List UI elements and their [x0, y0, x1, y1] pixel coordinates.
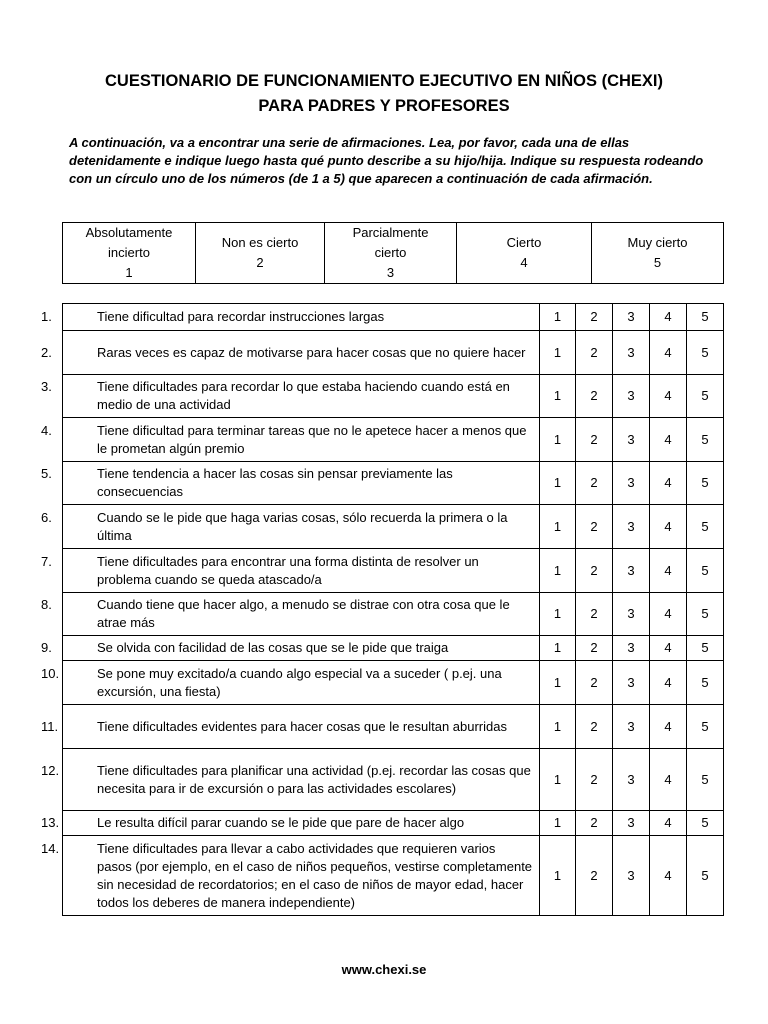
scale-cell — [196, 223, 325, 284]
answer-option-2[interactable]: 2 — [576, 661, 613, 705]
answer-option-5[interactable]: 5 — [687, 836, 724, 916]
answer-option-3[interactable]: 3 — [613, 811, 650, 836]
answer-option-4[interactable]: 4 — [650, 304, 687, 331]
answer-option-1[interactable]: 1 — [540, 505, 576, 549]
answer-option-1[interactable]: 1 — [540, 661, 576, 705]
answer-option-3[interactable]: 3 — [613, 304, 650, 331]
scale-label-2: incierto — [108, 245, 150, 260]
answer-option-3[interactable]: 3 — [613, 593, 650, 636]
question-number: 11. — [41, 718, 59, 734]
scale-value: 2 — [256, 255, 264, 270]
scale-label: Absolutamente — [85, 225, 173, 240]
question-number: 8. — [41, 597, 52, 612]
question-text: Se olvida con facilidad de las cosas que se le pide que traiga — [97, 640, 449, 655]
answer-option-1[interactable]: 1 — [540, 705, 576, 749]
answer-option-3[interactable]: 3 — [613, 418, 650, 462]
question-text: Se pone muy excitado/a cuando algo especial va a suceder ( p.ej. una excursión, una fiesta) — [97, 665, 502, 699]
answer-option-5[interactable]: 5 — [687, 549, 724, 593]
answer-option-4[interactable]: 4 — [650, 331, 687, 375]
question-number: 9. — [41, 640, 52, 655]
answer-option-5[interactable]: 5 — [687, 749, 724, 811]
question-text: Raras veces es capaz de motivarse para hacer cosas que no quiere hacer — [97, 344, 526, 360]
question-cell — [41, 811, 540, 836]
answer-option-1[interactable]: 1 — [540, 331, 576, 375]
question-text: Tiene dificultad para terminar tareas que no le apetece hacer a menos que le prometan algún premio — [97, 422, 527, 456]
table-row — [63, 549, 724, 593]
answer-option-5[interactable]: 5 — [687, 705, 724, 749]
question-cell — [41, 593, 540, 636]
table-row — [63, 749, 724, 811]
table-row — [63, 705, 724, 749]
answer-option-2[interactable]: 2 — [576, 836, 613, 916]
question-number: 3. — [41, 379, 52, 394]
answer-option-1[interactable]: 1 — [540, 749, 576, 811]
question-cell — [41, 331, 540, 375]
answer-option-3[interactable]: 3 — [613, 375, 650, 418]
answer-option-1[interactable]: 1 — [540, 375, 576, 418]
scale-cell — [457, 223, 592, 284]
answer-option-3[interactable]: 3 — [613, 331, 650, 375]
answer-option-4[interactable]: 4 — [650, 505, 687, 549]
table-row — [63, 636, 724, 661]
question-text: Le resulta difícil parar cuando se le pide que pare de hacer algo — [97, 815, 465, 830]
answer-option-2[interactable]: 2 — [576, 418, 613, 462]
answer-option-1[interactable]: 1 — [540, 462, 576, 505]
answer-option-3[interactable]: 3 — [613, 836, 650, 916]
answer-option-4[interactable]: 4 — [650, 549, 687, 593]
question-cell — [41, 705, 540, 749]
answer-option-1[interactable]: 1 — [540, 636, 576, 661]
answer-option-5[interactable]: 5 — [687, 811, 724, 836]
answer-option-2[interactable]: 2 — [576, 593, 613, 636]
table-row — [63, 836, 724, 916]
question-number: 6. — [41, 509, 52, 525]
title-line-2: PARA PADRES Y PROFESORES — [258, 97, 510, 115]
answer-option-2[interactable]: 2 — [576, 549, 613, 593]
scale-label: Cierto — [506, 235, 542, 250]
answer-option-2[interactable]: 2 — [576, 705, 613, 749]
scale-cell — [325, 223, 457, 284]
scale-cell — [63, 223, 196, 284]
question-number: 5. — [41, 466, 52, 481]
question-number: 1. — [41, 309, 52, 324]
question-text: Tiene dificultades para recordar lo que estaba haciendo cuando está en medio de una actividad — [97, 379, 510, 412]
answer-option-2[interactable]: 2 — [576, 462, 613, 505]
answer-option-3[interactable]: 3 — [613, 661, 650, 705]
answer-option-5[interactable]: 5 — [687, 331, 724, 375]
answer-option-1[interactable]: 1 — [540, 836, 576, 916]
question-text: Tiene dificultad para recordar instrucciones largas — [97, 309, 385, 324]
question-number: 13. — [41, 815, 60, 830]
question-cell — [41, 304, 540, 331]
answer-option-5[interactable]: 5 — [687, 375, 724, 418]
answer-option-2[interactable]: 2 — [576, 636, 613, 661]
questionnaire-table — [41, 303, 724, 916]
scale-label: Non es cierto — [221, 235, 299, 250]
table-row — [63, 661, 724, 705]
answer-option-5[interactable]: 5 — [687, 462, 724, 505]
answer-option-5[interactable]: 5 — [687, 636, 724, 661]
answer-option-4[interactable]: 4 — [650, 811, 687, 836]
table-row — [63, 462, 724, 505]
title-line-1: CUESTIONARIO DE FUNCIONAMIENTO EJECUTIVO EN NIÑOS (CHEXI) — [105, 72, 663, 90]
scale-value: 5 — [653, 255, 662, 270]
question-text: Tiene tendencia a hacer las cosas sin pensar previamente las consecuencias — [97, 466, 453, 499]
answer-option-4[interactable]: 4 — [650, 661, 687, 705]
question-cell — [41, 418, 540, 462]
scale-value: 4 — [520, 255, 528, 270]
answer-option-4[interactable]: 4 — [650, 593, 687, 636]
answer-option-1[interactable]: 1 — [540, 593, 576, 636]
answer-option-3[interactable]: 3 — [613, 705, 650, 749]
question-number: 12. — [41, 762, 60, 778]
answer-option-4[interactable]: 4 — [650, 705, 687, 749]
table-row — [63, 418, 724, 462]
table-row — [63, 304, 724, 331]
question-cell — [41, 462, 540, 505]
answer-option-3[interactable]: 3 — [613, 462, 650, 505]
scale-cell — [592, 223, 724, 284]
scale-value: 1 — [125, 265, 133, 280]
scale-value: 3 — [386, 265, 395, 280]
answer-option-3[interactable]: 3 — [613, 636, 650, 661]
answer-option-2[interactable]: 2 — [576, 505, 613, 549]
answer-option-5[interactable]: 5 — [687, 505, 724, 549]
answer-option-4[interactable]: 4 — [650, 636, 687, 661]
question-number: 10. — [41, 665, 60, 681]
scale-label-2: cierto — [374, 245, 407, 260]
question-text: Tiene dificultades para encontrar una forma distinta de resolver un problema cuando se queda atascado/a — [97, 553, 479, 587]
table-row — [63, 375, 724, 418]
answer-option-2[interactable]: 2 — [576, 304, 613, 331]
question-cell — [41, 549, 540, 593]
scale-label: Parcialmente — [352, 225, 429, 240]
question-number: 4. — [41, 422, 52, 438]
answer-option-2[interactable]: 2 — [576, 375, 613, 418]
answer-option-2[interactable]: 2 — [576, 811, 613, 836]
answer-option-1[interactable]: 1 — [540, 304, 576, 331]
answer-option-5[interactable]: 5 — [687, 418, 724, 462]
answer-option-3[interactable]: 3 — [613, 549, 650, 593]
answer-option-5[interactable]: 5 — [687, 593, 724, 636]
scale-row — [63, 223, 724, 284]
answer-option-4[interactable]: 4 — [650, 836, 687, 916]
answer-option-1[interactable]: 1 — [540, 811, 576, 836]
question-cell — [41, 505, 540, 549]
scale-label: Muy cierto — [627, 235, 688, 250]
table-row — [63, 331, 724, 375]
footer-url: www.chexi.se — [341, 962, 427, 977]
answer-option-1[interactable]: 1 — [540, 549, 576, 593]
answer-option-3[interactable]: 3 — [613, 749, 650, 811]
question-cell — [41, 636, 540, 661]
answer-option-4[interactable]: 4 — [650, 749, 687, 811]
question-cell — [41, 661, 540, 705]
table-row — [63, 593, 724, 636]
answer-option-4[interactable]: 4 — [650, 418, 687, 462]
question-cell — [41, 749, 540, 811]
answer-option-1[interactable]: 1 — [540, 418, 576, 462]
question-number: 2. — [41, 344, 52, 360]
answer-option-3[interactable]: 3 — [613, 505, 650, 549]
answer-option-2[interactable]: 2 — [576, 331, 613, 375]
instructions: A continuación, va a encontrar una serie de afirmaciones. Lea, por favor, cada una de ellas detenidamente e indique luego hasta qué punto describe a su hijo/hija. Indique su respuesta rodeando con un círculo uno de los números (de 1 a 5) que aparecen a continuación de cada afirmación. — [69, 135, 704, 186]
question-text: Tiene dificultades evidentes para hacer cosas que le resultan aburridas — [97, 718, 507, 734]
question-text: Tiene dificultades para llevar a cabo actividades que requieren varios pasos (por ejemplo, en el caso de niños pequeños, vestirse completamente sin necesidad de recordatorios; en el caso de niños de mayor edad, hacer todos los deberes de manera independiente) — [97, 840, 533, 910]
answer-option-5[interactable]: 5 — [687, 661, 724, 705]
response-scale-table — [62, 222, 724, 284]
question-text: Cuando se le pide que haga varias cosas, sólo recuerda la primera o la última — [97, 509, 508, 543]
question-text: Tiene dificultades para planificar una actividad (p.ej. recordar las cosas que necesita para ir de excursión o para las actividades escolares) — [97, 762, 531, 796]
answer-option-5[interactable]: 5 — [687, 304, 724, 331]
question-number: 7. — [41, 553, 52, 569]
table-row — [63, 505, 724, 549]
question-cell — [41, 375, 540, 418]
answer-option-2[interactable]: 2 — [576, 749, 613, 811]
table-row — [63, 811, 724, 836]
question-text: Cuando tiene que hacer algo, a menudo se distrae con otra cosa que le atrae más — [97, 597, 510, 630]
answer-option-4[interactable]: 4 — [650, 462, 687, 505]
page-title — [40, 69, 728, 119]
question-number: 14. — [41, 840, 60, 856]
question-cell — [41, 836, 540, 916]
answer-option-4[interactable]: 4 — [650, 375, 687, 418]
